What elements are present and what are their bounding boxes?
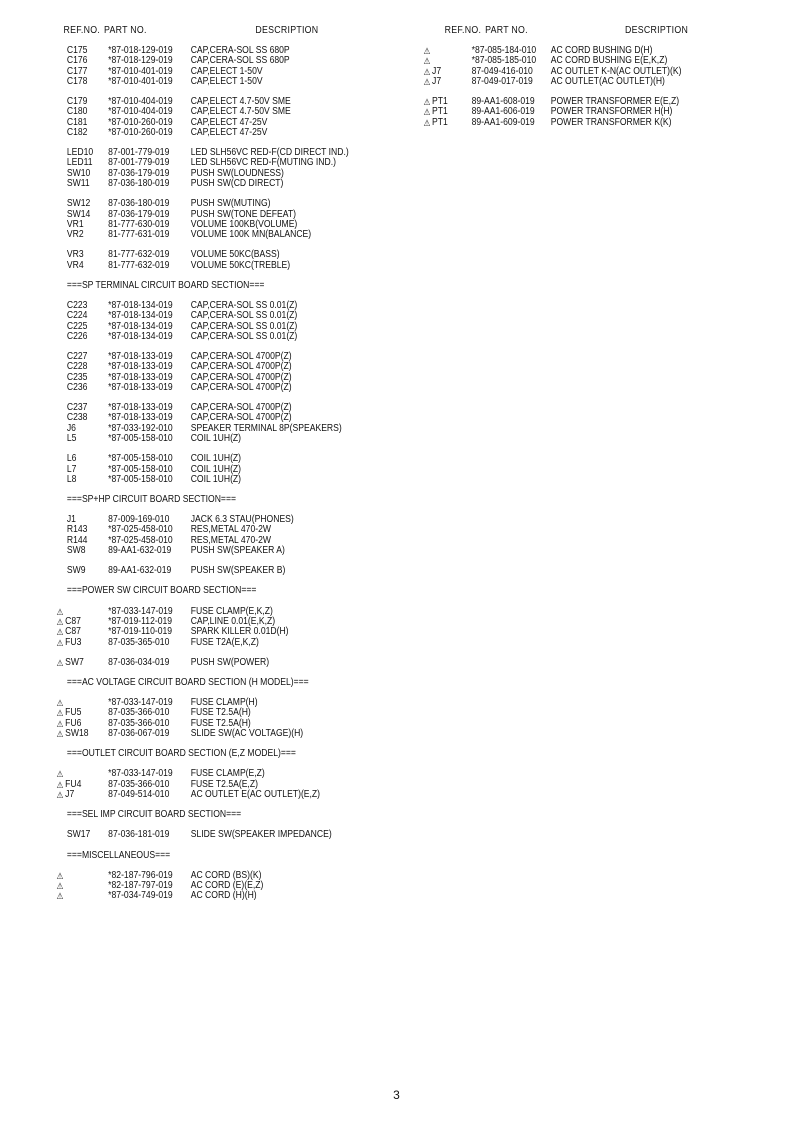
parts-row	[56, 656, 404, 668]
safety-warning-icon: ⚠	[423, 66, 431, 77]
description: AC OUTLET(AC OUTLET)(H)	[550, 75, 665, 87]
description: CAP,LINE 0.01(E,K,Z)	[190, 615, 276, 627]
part-no: *87-019-112-019	[108, 615, 173, 627]
parts-row	[60, 546, 404, 556]
ref-no: C226	[66, 330, 88, 342]
part-no: 81-777-632-019	[108, 249, 170, 261]
part-no: *87-018-133-019	[108, 381, 173, 393]
section-heading: ===MISCELLANEOUS===	[66, 849, 171, 861]
description: PUSH SW(SPEAKER B)	[190, 565, 286, 577]
description: CAP,ELECT 1-50V	[190, 75, 263, 87]
ref-no-header: REF.NO.	[63, 25, 101, 36]
ref-no: L5	[66, 433, 77, 445]
parts-row	[56, 727, 404, 739]
ref-no: C235	[66, 371, 88, 383]
part-no: *87-010-260-019	[108, 126, 173, 138]
safety-warning-icon: ⚠	[56, 657, 64, 668]
description: SPARK KILLER 0.01D(H)	[190, 626, 289, 638]
description: CAP,CERA-SOL 4700P(Z)	[190, 381, 292, 393]
column-header	[60, 25, 377, 37]
ref-no: SW17	[66, 829, 91, 841]
ref-no: LED10	[66, 147, 94, 159]
description: CAP,CERA-SOL SS 680P	[190, 45, 290, 56]
part-no: *82-187-796-019	[108, 869, 173, 881]
parts-row	[56, 788, 404, 800]
part-no: *87-010-404-019	[108, 106, 173, 118]
description: AC CORD (E)(E,Z)	[190, 880, 264, 891]
description: FUSE CLAMP(E,K,Z)	[190, 605, 273, 617]
safety-warning-icon: ⚠	[56, 728, 64, 739]
ref-no: VR1	[66, 218, 84, 230]
part-no: *87-005-158-010	[108, 433, 173, 445]
description: COIL 1UH(Z)	[190, 453, 242, 465]
ref-no: PT1	[432, 106, 448, 118]
parts-row	[420, 77, 764, 87]
section-heading: ===POWER SW CIRCUIT BOARD SECTION===	[66, 585, 257, 597]
part-no: 87-036-034-019	[108, 656, 170, 668]
ref-no: C227	[66, 351, 88, 363]
part-no: *87-018-134-019	[108, 330, 173, 342]
description: JACK 6.3 STAU(PHONES)	[190, 514, 294, 526]
part-no: *87-025-458-010	[108, 524, 173, 536]
parts-row	[56, 636, 404, 648]
part-no: *87-018-134-019	[108, 320, 173, 332]
description: CAP,CERA-SOL 4700P(Z)	[190, 412, 292, 424]
description: CAP,CERA-SOL 4700P(Z)	[190, 371, 292, 383]
ref-no: R143	[66, 524, 88, 536]
safety-warning-icon: ⚠	[423, 117, 431, 128]
part-no: *87-018-134-019	[108, 299, 173, 311]
ref-no: J6	[66, 422, 76, 434]
ref-no: VR2	[66, 229, 84, 241]
section-heading: ===AC VOLTAGE CIRCUIT BOARD SECTION (H MODEL)===	[66, 676, 309, 688]
part-no: 87-035-366-010	[108, 707, 170, 719]
ref-no: PT1	[432, 116, 448, 128]
page-number: 3	[393, 1088, 400, 1102]
safety-warning-icon: ⚠	[56, 870, 64, 881]
safety-warning-icon: ⚠	[56, 616, 64, 627]
description: LED SLH56VC RED-F(CD DIRECT IND.)	[190, 147, 349, 159]
parts-row	[60, 261, 404, 271]
part-no: 87-049-416-010	[471, 65, 533, 77]
part-no: *87-018-133-019	[108, 371, 173, 383]
ref-no: SW7	[65, 656, 84, 668]
description: FUSE CLAMP(H)	[190, 697, 258, 709]
ref-no: C237	[66, 402, 88, 414]
part-no: *87-005-158-010	[108, 473, 173, 485]
description: FUSE CLAMP(E,Z)	[190, 768, 265, 780]
parts-row	[60, 179, 404, 189]
description: AC OUTLET K-N(AC OUTLET)(K)	[550, 65, 682, 77]
description: COIL 1UH(Z)	[190, 433, 242, 445]
safety-warning-icon: ⚠	[56, 718, 64, 729]
parts-row	[420, 118, 764, 128]
part-no: *87-018-134-019	[108, 310, 173, 322]
description: VOLUME 100K MN(BALANCE)	[190, 229, 312, 241]
section-heading: ===SP+HP CIRCUIT BOARD SECTION===	[66, 494, 237, 505]
part-no: 87-049-017-019	[471, 75, 533, 87]
description: AC OUTLET E(AC OUTLET)(E,Z)	[190, 788, 321, 800]
description: CAP,CERA-SOL SS 0.01(Z)	[190, 330, 298, 342]
part-no: 89-AA1-632-019	[108, 565, 172, 577]
parts-list	[420, 46, 793, 128]
part-no: *87-018-133-019	[108, 412, 173, 424]
parts-row	[60, 830, 404, 840]
ref-no: C181	[66, 116, 88, 128]
description: CAP,CERA-SOL 4700P(Z)	[190, 402, 292, 414]
part-no-header: PART NO.	[485, 25, 528, 36]
description: CAP,CERA-SOL SS 0.01(Z)	[190, 310, 298, 322]
parts-row	[56, 890, 404, 902]
description: FUSE T2.5A(E,Z)	[190, 778, 258, 790]
description: SLIDE SW(SPEAKER IMPEDANCE)	[190, 829, 332, 841]
ref-no: SW10	[66, 167, 91, 179]
ref-no: SW12	[66, 198, 91, 210]
description: CAP,ELECT 1-50V	[190, 65, 263, 77]
safety-warning-icon: ⚠	[423, 107, 431, 118]
safety-warning-icon: ⚠	[423, 76, 431, 87]
description: AC CORD (H)(H)	[190, 890, 257, 902]
parts-row	[60, 77, 404, 87]
description: LED SLH56VC RED-F(MUTING IND.)	[190, 157, 336, 169]
part-no: 87-036-179-019	[108, 208, 170, 220]
ref-no: J7	[432, 65, 442, 77]
part-no: 89-AA1-606-019	[471, 106, 535, 118]
ref-no: SW11	[66, 178, 90, 190]
ref-no: C87	[65, 615, 81, 627]
part-no: 81-777-630-019	[108, 218, 170, 230]
ref-no: LED11	[66, 157, 93, 169]
part-no: *87-018-133-019	[108, 361, 173, 373]
ref-no: C224	[66, 310, 88, 322]
part-no: *87-033-192-010	[108, 422, 173, 434]
safety-warning-icon: ⚠	[56, 637, 64, 648]
ref-no: SW9	[66, 565, 86, 577]
part-no: *87-033-147-019	[108, 768, 173, 780]
part-no: 87-035-366-010	[108, 778, 170, 790]
ref-no: FU5	[65, 707, 82, 719]
ref-no: C238	[66, 412, 88, 424]
description: PUSH SW(CD DIRECT)	[190, 178, 284, 190]
part-no: 87-035-366-010	[108, 717, 170, 729]
description: COIL 1UH(Z)	[190, 463, 242, 475]
part-no: 89-AA1-608-019	[471, 96, 535, 108]
part-no: *87-005-158-010	[108, 463, 173, 475]
description: POWER TRANSFORMER E(E,Z)	[550, 96, 680, 108]
description: CAP,ELECT 4.7-50V SME	[190, 106, 291, 118]
part-no: *87-018-129-019	[108, 45, 173, 56]
safety-warning-icon: ⚠	[56, 769, 64, 780]
description: VOLUME 50KC(TREBLE)	[190, 259, 291, 271]
description: SLIDE SW(AC VOLTAGE)(H)	[190, 727, 304, 739]
part-no: *87-005-158-010	[108, 453, 173, 465]
ref-no: C178	[66, 75, 88, 87]
description-header: DESCRIPTION	[625, 25, 689, 36]
ref-no: FU6	[65, 717, 82, 729]
description: PUSH SW(TONE DEFEAT)	[190, 208, 297, 220]
safety-warning-icon: ⚠	[423, 97, 431, 108]
description: VOLUME 50KC(BASS)	[190, 249, 280, 261]
ref-no: PT1	[432, 96, 448, 108]
part-no: 89-AA1-609-019	[471, 116, 535, 128]
description: FUSE T2A(E,K,Z)	[190, 636, 259, 648]
safety-warning-icon: ⚠	[56, 891, 64, 902]
safety-warning-icon: ⚠	[56, 779, 64, 790]
description: CAP,ELECT 47-25V	[190, 116, 268, 128]
safety-warning-icon: ⚠	[56, 606, 64, 617]
description: CAP,CERA-SOL SS 680P	[190, 55, 290, 67]
part-no: *87-034-749-019	[108, 890, 173, 902]
ref-no: L7	[66, 463, 77, 475]
safety-warning-icon: ⚠	[423, 56, 431, 67]
description: VOLUME 100KB(VOLUME)	[190, 218, 298, 230]
part-no: 87-035-365-010	[108, 636, 170, 648]
ref-no: J7	[432, 75, 442, 87]
description: PUSH SW(MUTING)	[190, 198, 271, 210]
description: CAP,CERA-SOL SS 0.01(Z)	[190, 320, 298, 332]
description-header: DESCRIPTION	[255, 25, 319, 36]
ref-no: J7	[65, 788, 75, 800]
ref-no: C223	[66, 299, 88, 311]
part-no: *87-085-184-010	[471, 45, 537, 56]
part-no: *87-018-129-019	[108, 55, 173, 67]
description: CAP,CERA-SOL 4700P(Z)	[190, 351, 292, 363]
safety-warning-icon: ⚠	[56, 698, 64, 709]
description: POWER TRANSFORMER K(K)	[550, 116, 672, 128]
ref-no: VR4	[66, 259, 84, 271]
part-no: 81-777-631-019	[108, 229, 170, 241]
parts-row	[60, 434, 404, 444]
part-no: 87-036-181-019	[108, 829, 170, 841]
ref-no: C225	[66, 320, 88, 332]
part-no: *87-010-401-019	[108, 65, 173, 77]
part-no: 87-049-514-010	[108, 788, 170, 800]
description: RES,METAL 470-2W	[190, 534, 272, 546]
description: COIL 1UH(Z)	[190, 473, 242, 485]
part-no: 87-036-180-019	[108, 198, 170, 210]
ref-no: R144	[66, 534, 88, 546]
part-no: *87-085-185-010	[471, 55, 537, 67]
ref-no: C236	[66, 381, 88, 393]
part-no: 87-001-779-019	[108, 147, 170, 159]
parts-row	[60, 475, 404, 485]
parts-row	[60, 332, 404, 342]
column-header	[420, 25, 737, 37]
description: PUSH SW(SPEAKER A)	[190, 545, 285, 557]
description: CAP,ELECT 4.7-50V SME	[190, 96, 291, 108]
safety-warning-icon: ⚠	[56, 627, 64, 638]
part-no: 87-009-169-010	[108, 514, 170, 526]
parts-row	[60, 230, 404, 240]
section-heading: ===OUTLET CIRCUIT BOARD SECTION (E,Z MODEL)===	[66, 748, 296, 760]
description: CAP,CERA-SOL SS 0.01(Z)	[190, 299, 298, 311]
ref-no: J1	[66, 514, 76, 526]
parts-list	[56, 45, 460, 902]
parts-row	[60, 128, 404, 138]
part-no: *87-025-458-010	[108, 534, 173, 546]
ref-no: C228	[66, 361, 88, 373]
part-no: 87-036-179-019	[108, 167, 170, 179]
description: CAP,ELECT 47-25V	[190, 126, 268, 138]
ref-no: FU4	[65, 778, 82, 790]
description: RES,METAL 470-2W	[190, 524, 272, 536]
parts-row	[60, 383, 404, 393]
safety-warning-icon: ⚠	[56, 789, 64, 800]
section-heading: ===SP TERMINAL CIRCUIT BOARD SECTION===	[66, 279, 265, 291]
description: AC CORD (BS)(K)	[190, 869, 262, 881]
ref-no: C179	[66, 96, 88, 108]
part-no: *87-010-404-019	[108, 96, 173, 108]
safety-warning-icon: ⚠	[423, 46, 431, 56]
description: AC CORD BUSHING D(H)	[550, 45, 653, 56]
part-no: *87-010-401-019	[108, 75, 173, 87]
part-no: *87-018-133-019	[108, 351, 173, 363]
part-no-header: PART NO.	[104, 25, 147, 36]
part-no: *82-187-797-019	[108, 880, 173, 891]
part-no: 81-777-632-019	[108, 259, 170, 271]
ref-no: SW14	[66, 208, 91, 220]
description: PUSH SW(LOUDNESS)	[190, 167, 284, 179]
description: CAP,CERA-SOL 4700P(Z)	[190, 361, 292, 373]
ref-no: C182	[66, 126, 88, 138]
ref-no: C87	[65, 626, 81, 638]
ref-no: C175	[66, 45, 88, 56]
part-no: *87-019-110-019	[108, 626, 173, 638]
safety-warning-icon: ⚠	[56, 708, 64, 719]
ref-no: L6	[66, 453, 77, 465]
part-no: *87-033-147-019	[108, 697, 173, 709]
description: FUSE T2.5A(H)	[190, 717, 251, 729]
part-no: 87-036-180-019	[108, 178, 170, 190]
part-no: 87-036-067-019	[108, 727, 170, 739]
part-no: 89-AA1-632-019	[108, 545, 172, 557]
parts-row	[60, 566, 404, 576]
ref-no: C180	[66, 106, 88, 118]
description: FUSE T2.5A(H)	[190, 707, 251, 719]
part-no: *87-033-147-019	[108, 605, 173, 617]
ref-no: L8	[66, 473, 77, 485]
description: PUSH SW(POWER)	[190, 656, 270, 668]
ref-no: FU3	[65, 636, 82, 648]
part-no: *87-018-133-019	[108, 402, 173, 414]
ref-no: VR3	[66, 249, 84, 261]
ref-no: SW18	[65, 727, 89, 739]
ref-no: C176	[66, 55, 88, 67]
ref-no: SW8	[66, 545, 86, 557]
ref-no-header: REF.NO.	[444, 25, 482, 36]
part-no: *87-010-260-019	[108, 116, 173, 128]
description: AC CORD BUSHING E(E,K,Z)	[550, 55, 668, 67]
ref-no: C177	[66, 65, 88, 77]
safety-warning-icon: ⚠	[56, 881, 64, 891]
part-no: 87-001-779-019	[108, 157, 170, 169]
description: POWER TRANSFORMER H(H)	[550, 106, 673, 118]
section-heading: ===SEL IMP CIRCUIT BOARD SECTION===	[66, 809, 242, 821]
description: SPEAKER TERMINAL 8P(SPEAKERS)	[190, 422, 342, 434]
